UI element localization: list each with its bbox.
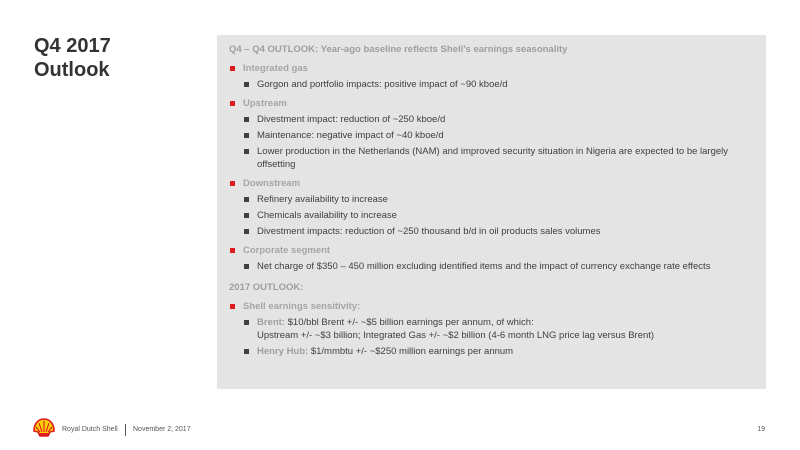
page-number: 19: [757, 426, 765, 433]
brent-text: $10/bbl Brent +/- ~$5 billion earnings per annum, of which:: [284, 317, 534, 328]
q4-outlook-heading: Q4 – Q4 OUTLOOK: Year-ago baseline reflects Shell’s earnings seasonality: [229, 44, 568, 55]
henry-hub-label: Henry Hub:: [257, 346, 309, 357]
outlook-2017-heading: 2017 OUTLOOK:: [229, 282, 304, 293]
brent-label: Brent:: [257, 317, 285, 328]
category-earnings-sensitivity: Shell earnings sensitivity:: [229, 300, 754, 313]
footer-company: Royal Dutch Shell: [62, 426, 118, 433]
brent-text-line2: Upstream +/- ~$3 billion; Integrated Gas +/- ~$2 billion (4-6 month LNG price lag versus Brent): [257, 330, 655, 341]
footer-separator: [125, 424, 126, 436]
slide-title-line2: Outlook: [34, 59, 110, 81]
list-item: Gorgon and portfolio impacts: positive impact of ~90 kboe/d: [229, 78, 754, 91]
list-item: Maintenance: negative impact of ~40 kboe/d: [229, 129, 754, 142]
outlook-panel: [217, 35, 766, 389]
category-integrated-gas: Integrated gas: [229, 62, 754, 75]
sensitivity-brent: [229, 316, 754, 342]
category-upstream: Upstream: [229, 97, 754, 110]
list-item: Net charge of $350 – 450 million excluding identified items and the impact of currency exchange rate effects: [229, 260, 754, 273]
list-item: Divestment impact: reduction of ~250 kboe/d: [229, 113, 754, 126]
sensitivity-henry-hub: [229, 345, 754, 358]
list-item: Divestment impacts: reduction of ~250 thousand b/d in oil products sales volumes: [229, 225, 754, 238]
category-downstream: Downstream: [229, 177, 754, 190]
footer: [0, 414, 800, 444]
slide-title: [34, 34, 204, 82]
slide-title-line1: Q4 2017: [34, 35, 111, 57]
shell-pecten-logo-icon: [33, 418, 55, 438]
list-item: Lower production in the Netherlands (NAM) and improved security situation in Nigeria are expected to be largely offsetting: [229, 145, 754, 171]
list-item: Refinery availability to increase: [229, 193, 754, 206]
list-item: Chemicals availability to increase: [229, 209, 754, 222]
category-corporate-segment: Corporate segment: [229, 244, 754, 257]
henry-hub-text: $1/mmbtu +/- ~$250 million earnings per annum: [308, 346, 514, 357]
footer-date: November 2, 2017: [133, 426, 191, 433]
